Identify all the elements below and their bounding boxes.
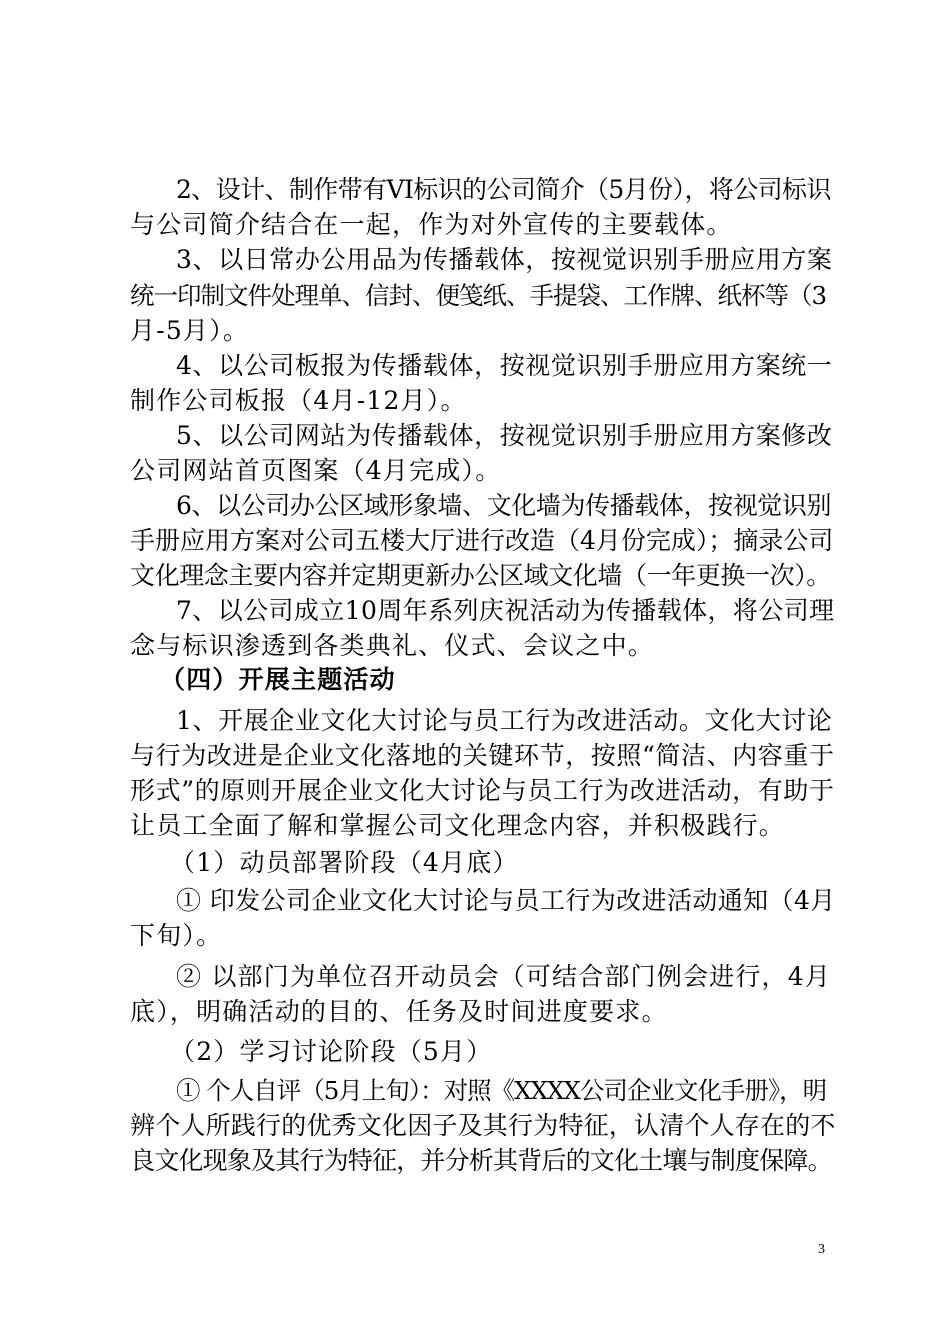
text-line: 与行为改进是企业文化落地的关键环节，按照“简洁、内容重于 [130, 741, 835, 770]
text-line: （1）动员部署阶段（4月底） [170, 848, 519, 877]
text-line: 形式”的原则开展企业文化大讨论与员工行为改进活动，有助于 [130, 776, 835, 805]
text-line: 统一印制文件处理单、信封、便笺纸、手提袋、工作牌、纸杯等（3 [130, 281, 827, 310]
text-line: 5、以公司网站为传播载体，按视觉识别手册应用方案修改 [176, 421, 833, 450]
text-line: 3、以日常办公用品为传播载体，按视觉识别手册应用方案 [176, 245, 833, 274]
text-line: 与公司简介结合在一起，作为对外宣传的主要载体。 [130, 210, 733, 239]
text-line: 4、以公司板报为传播载体，按视觉识别手册应用方案统一 [176, 351, 833, 380]
text-line: 良文化现象及其行为特征，并分析其背后的文化土壤与制度保障。 [130, 1146, 832, 1175]
text-line: ① 印发公司企业文化大讨论与员工行为改进活动通知（4月 [176, 886, 836, 915]
text-line: 2、设计、制作带有VI标识的公司简介（5月份），将公司标识 [176, 175, 831, 204]
text-line: ① 个人自评（5月上旬）：对照《XXXX公司企业文化手册》，明 [176, 1076, 827, 1105]
text-line: 手册应用方案对公司五楼大厅进行改造（4月份完成）；摘录公司 [130, 526, 834, 555]
text-line: 制作公司板报（4月-12月）。 [130, 386, 467, 415]
text-line: 底），明确活动的目的、任务及时间进度要求。 [130, 997, 668, 1026]
text-line: 下旬）。 [130, 921, 223, 950]
text-line: （2）学习讨论阶段（5月） [170, 1037, 493, 1066]
text-line: 文化理念主要内容并定期更新办公区域文化墙（一年更换一次）。 [130, 561, 831, 590]
text-line: 公司网站首页图案（4月完成）。 [130, 456, 502, 485]
section-heading: （四）开展主题活动 [160, 665, 396, 694]
text-line: 6、以公司办公区域形象墙、文化墙为传播载体，按视觉识别 [176, 491, 832, 520]
text-line: 念与标识渗透到各类典礼、仪式、会议之中。 [130, 631, 655, 660]
text-line: ② 以部门为单位召开动员会（可结合部门例会进行，4月 [176, 962, 832, 991]
text-line: 1、开展企业文化大讨论与员工行为改进活动。文化大讨论 [176, 706, 833, 735]
text-line: 辨个人所践行的优秀文化因子及其行为特征，认清个人存在的不 [130, 1111, 836, 1140]
page-number: 3 [818, 1242, 825, 1257]
text-line: 月-5月）。 [130, 316, 250, 345]
text-line: 7、以公司成立10周年系列庆祝活动为传播载体，将公司理 [176, 596, 835, 625]
text-line: 让员工全面了解和掌握公司文化理念内容，并积极践行。 [130, 811, 786, 840]
